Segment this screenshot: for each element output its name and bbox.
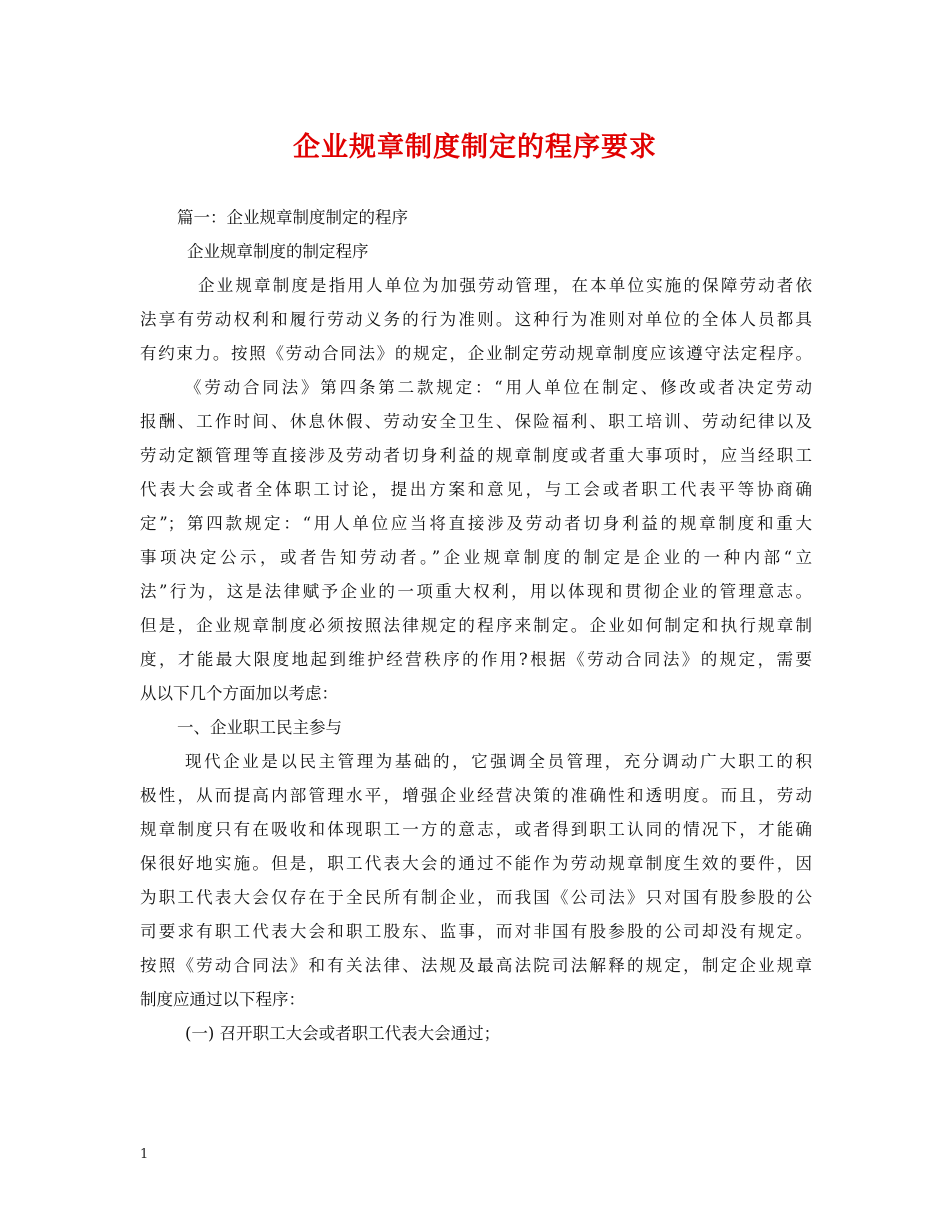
paragraph-line: 现代企业是以民主管理为基础的，它强调全员管理，充分调动广大职工的积 [185,752,812,771]
paragraph-line: 有约束力。按照《劳动合同法》的规定，企业制定劳动规章制度应该遵守法定程序。 [140,344,812,363]
paragraph-line: 司要求有职工代表大会和职工股东、监事，而对非国有股参股的公司却没有规定。 [140,922,812,941]
paragraph-line: 劳动定额管理等直接涉及劳动者切身利益的规章制度或者重大事项时，应当经职工 [140,446,812,465]
paragraph-line: 规章制度只有在吸收和体现职工一方的意志，或者得到职工认同的情况下，才能确 [140,820,812,839]
section-heading: 一、企业职工民主参与 [177,718,342,737]
paragraph-line: 《劳动合同法》第四条第二款规定：“用人单位在制定、修改或者决定劳动 [185,378,812,397]
paragraph-line: 法享有劳动权利和履行劳动义务的行为准则。这种行为准则对单位的全体人员都具 [140,310,812,329]
paragraph-line: 保很好地实施。但是，职工代表大会的通过不能作为劳动规章制度生效的要件，因 [140,854,812,873]
section-heading: 篇一：企业规章制度制定的程序 [177,208,408,227]
page-number: 1 [140,1147,149,1162]
document-body [140,201,812,1051]
paragraph-line: 制度应通过以下程序： [140,990,305,1009]
paragraph-line: 定”；第四款规定：“用人单位应当将直接涉及劳动者切身利益的规章制度和重大 [140,514,812,533]
document-title: 企业规章制度制定的程序要求 [293,132,657,163]
paragraph-line: 代表大会或者全体职工讨论，提出方案和意见，与工会或者职工代表平等协商确 [140,480,812,499]
paragraph-line: 企业规章制度是指用人单位为加强劳动管理，在本单位实施的保障劳动者依 [198,276,812,295]
list-item: (一) 召开职工大会或者职工代表大会通过； [185,1024,501,1043]
paragraph-line: 按照《劳动合同法》和有关法律、法规及最高法院司法解释的规定，制定企业规章 [140,956,812,975]
subsection-heading: 企业规章制度的制定程序 [187,242,369,261]
paragraph-line: 度，才能最大限度地起到维护经营秩序的作用?根据《劳动合同法》的规定，需要 [140,650,812,669]
paragraph-line: 报酬、工作时间、休息休假、劳动安全卫生、保险福利、职工培训、劳动纪律以及 [140,412,812,431]
paragraph-line: 法”行为，这是法律赋予企业的一项重大权利，用以体现和贯彻企业的管理意志。 [140,582,812,601]
paragraph-line: 但是，企业规章制度必须按照法律规定的程序来制定。企业如何制定和执行规章制 [140,616,812,635]
paragraph-line: 事项决定公示，或者告知劳动者。”企业规章制度的制定是企业的一种内部“立 [140,548,812,567]
paragraph-line: 从以下几个方面加以考虑： [140,684,338,703]
paragraph-line: 极性，从而提高内部管理水平，增强企业经营决策的准确性和透明度。而且，劳动 [140,786,812,805]
paragraph-line: 为职工代表大会仅存在于全民所有制企业，而我国《公司法》只对国有股参股的公 [140,888,812,907]
